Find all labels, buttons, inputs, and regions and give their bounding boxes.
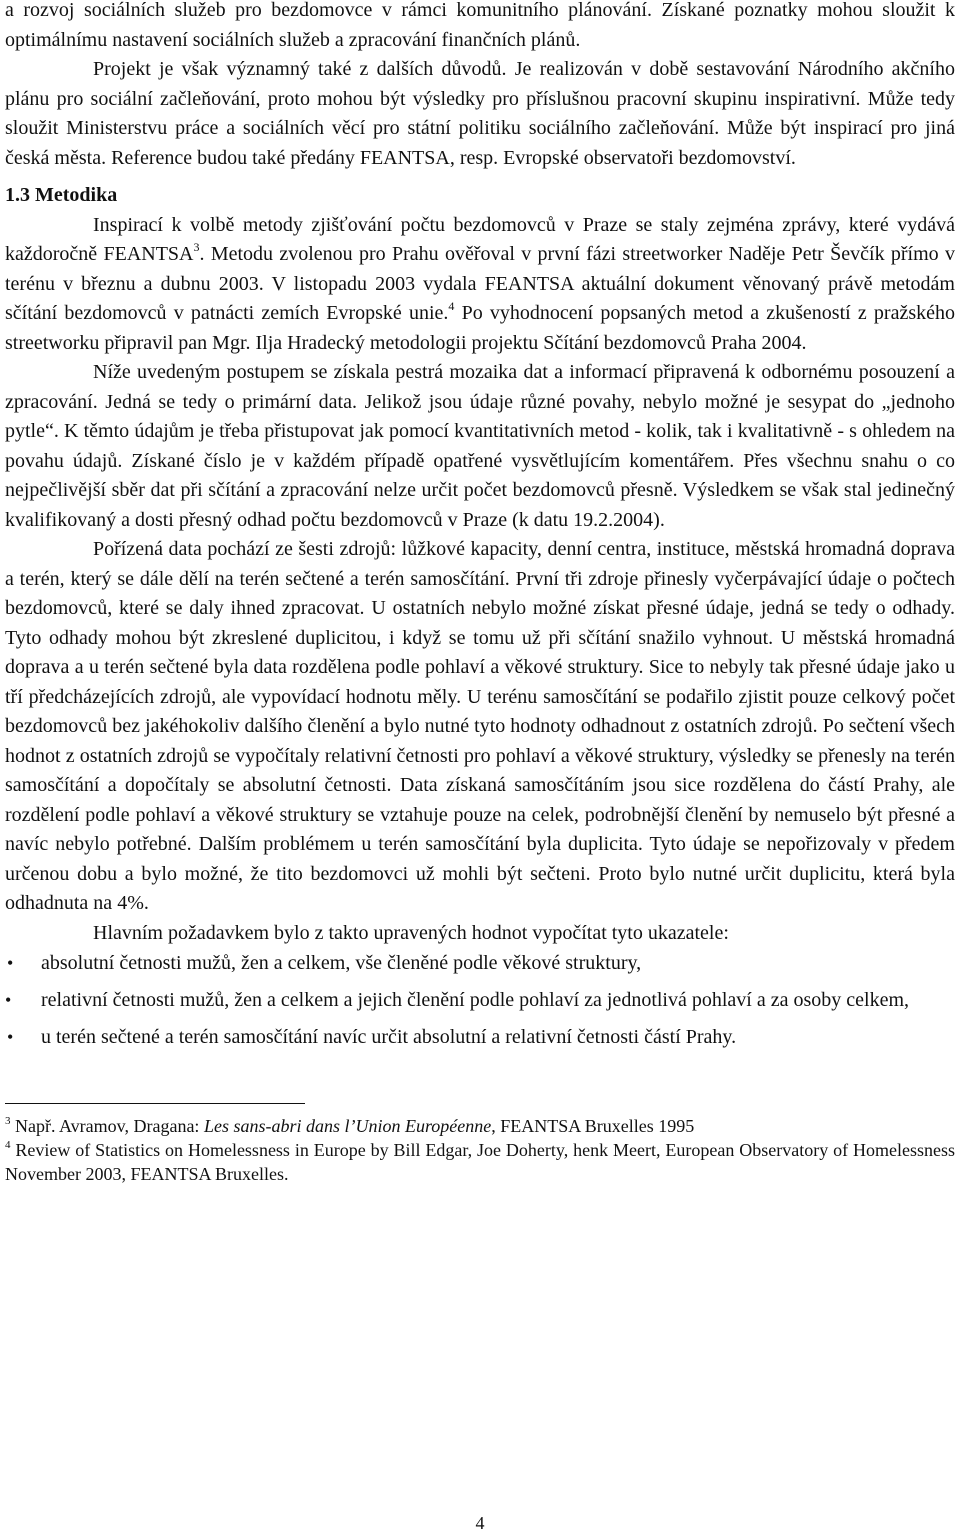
methodology-text-a: Inspirací k volbě metody zjišťování počtu bezdomovců v Praze se staly zejména zprávy, které vydává každoročně FEANTSA [5, 213, 955, 265]
methodology-paragraph-1 [5, 211, 955, 359]
footnote-number: 4 [5, 1139, 11, 1151]
footnote-divider [5, 1103, 305, 1104]
list-item-text: absolutní četnosti mužů, žen a celkem, vše členěné podle věkové struktury, [41, 952, 642, 974]
list-item-text: u terén sečtené a terén samosčítání navíc určit absolutní a relativní četnosti částí Prahy. [41, 1026, 737, 1048]
methodology-paragraph-2: Níže uvedeným postupem se získala pestrá mozaika dat a informací připravená k odbornému posouzení a zpracování. Jedná se tedy o primární data. Jelikož jsou údaje různé povahy, nebylo možné je sesypat do „jednoho pytle“. K těmto údajům je třeba přistupovat jak pomocí kvantitativních metod - kolik, tak i kvalitativně - s ohledem na povahu údajů. Získané číslo je v každém případě opatřené vysvětlujícím komentářem. Přes všechnu snahu o co nejpečlivější sběr dat při sčítání a zpracování nelze určit počet bezdomovců přesně. Výsledkem se však stal jedinečný kvalifikovaný a dosti přesný odhad počtu bezdomovců v Praze (k datu 19.2.2004). [5, 361, 955, 531]
methodology-text-c: Po vyhodnocení popsaných metod a zkušeností z pražského streetworku připravil pan Mgr. Ilja Hradecký metodologii projektu Sčítání bezdomovců Praha 2004. [5, 302, 955, 354]
indicator-list [5, 948, 955, 1053]
footnote-number: 3 [5, 1115, 11, 1127]
page-number: 4 [475, 1513, 485, 1533]
bullet-icon: • [7, 1027, 14, 1047]
bullet-icon: • [7, 953, 14, 973]
intro-paragraph-1: a rozvoj sociálních služeb pro bezdomovce v rámci komunitního plánování. Získané poznatky mohou sloužit k optimálnímu nastavení sociálních služeb a zpracování finančních plánů. [5, 0, 955, 51]
footnote-ref-4[interactable]: 4 [448, 299, 455, 313]
bullet-icon: • [5, 990, 12, 1010]
methodology-paragraph-4: Hlavním požadavkem bylo z takto upravených hodnot vypočítat tyto ukazatele: [93, 921, 729, 944]
document-page [5, 0, 955, 1186]
list-item-text: relativní četnosti mužů, žen a celkem a jejich členění podle pohlaví za jednotlivá pohlaví a za osoby celkem, [41, 989, 910, 1011]
list-item [5, 1022, 955, 1053]
footnote-3 [5, 1114, 955, 1138]
footnote-title: Les sans-abri dans lʼUnion Européenne [203, 1116, 492, 1136]
list-item [5, 985, 955, 1016]
footnote-text: Review of Statistics on Homelessness in Europe by Bill Edgar, Joe Doherty, henk Meert, European Observatory of Homelessness November 2003, FEANTSA Bruxelles. [5, 1140, 955, 1184]
footnote-text: , FEANTSA Bruxelles 1995 [491, 1116, 695, 1136]
methodology-paragraph-3: Pořízená data pochází ze šesti zdrojů: lůžkové kapacity, denní centra, instituce, městská hromadná doprava a terén, který se dále dělí na terén sečtené a terén samosčítání. První tři zdroje přinesly vyčerpávající údaje o počtech bezdomovců, které se daly ihned zpracovat. U ostatních nebylo možné získat přesné údaje, jedná se tedy o odhady. Tyto odhady mohou být zkreslené duplicitou, i když se tomu už při sčítání snažilo vyhnout. U městská hromadná doprava a u terén sečtené byla data rozdělena podle pohlaví a věkové struktury. Sice to nebyly tak přesné údaje jako u tří předcházejících zdrojů, ale vypovídací hodnotu měly. U terénu samosčítání se podařilo zjistit pouze celkový počet bezdomovců bez jakéhokoliv dalšího členění a bylo nutné tyto hodnoty odhadnout z ostatních zdrojů. Po sečtení všech hodnot z ostatních zdrojů se vypočítaly relativní četnosti pro pohlaví a věkové struktury, výsledky se přenesly na terén samosčítání a dopočítaly se absolutní četnosti. Data získaná samosčítáním jsou sice rozdělena do částí Prahy, ale rozdělení podle pohlaví a věkové struktury se vztahuje pouze na celek, podrobnější členění by nemuselo být přesné a navíc nebylo potřebné. Dalším problémem u terén samosčítání byla duplicita. Tyto údaje se nepořizovaly v předem určenou dobu a bylo možné, že tito bezdomovci už mohli být sečteni. Proto bylo nutné určit duplicitu, která byla odhadnuta na 4%. [5, 538, 955, 914]
methodology-text-b: . Metodu zvolenou pro Prahu ověřoval v první fázi streetworker Naděje Petr Ševčík přímo v terénu v březnu a dubnu 2003. V listopadu 2003 vydala FEANTSA aktuální dokument věnovaný právě metodám sčítání bezdomovců v patnácti zemích Evropské unie. [5, 243, 955, 324]
intro-paragraph-2: Projekt je však významný také z dalších důvodů. Je realizován v době sestavování Národního akčního plánu pro sociální začleňování, proto mohou být výsledky pro příslušnou pracovní skupinu inspirativní. Může tedy sloužit Ministerstvu práce a sociálních věcí pro státní politiku sociálního začleňování. Může být inspirací pro jiná česká města. Reference budou také předány FEANTSA, resp. Evropské observatoři bezdomovství. [5, 58, 955, 169]
footnote-4 [5, 1138, 955, 1186]
section-heading: 1.3 Metodika [5, 184, 118, 206]
list-item [5, 948, 955, 979]
footnote-ref-3[interactable]: 3 [193, 240, 200, 254]
footnote-text: Např. Avramov, Dragana: [10, 1116, 204, 1136]
